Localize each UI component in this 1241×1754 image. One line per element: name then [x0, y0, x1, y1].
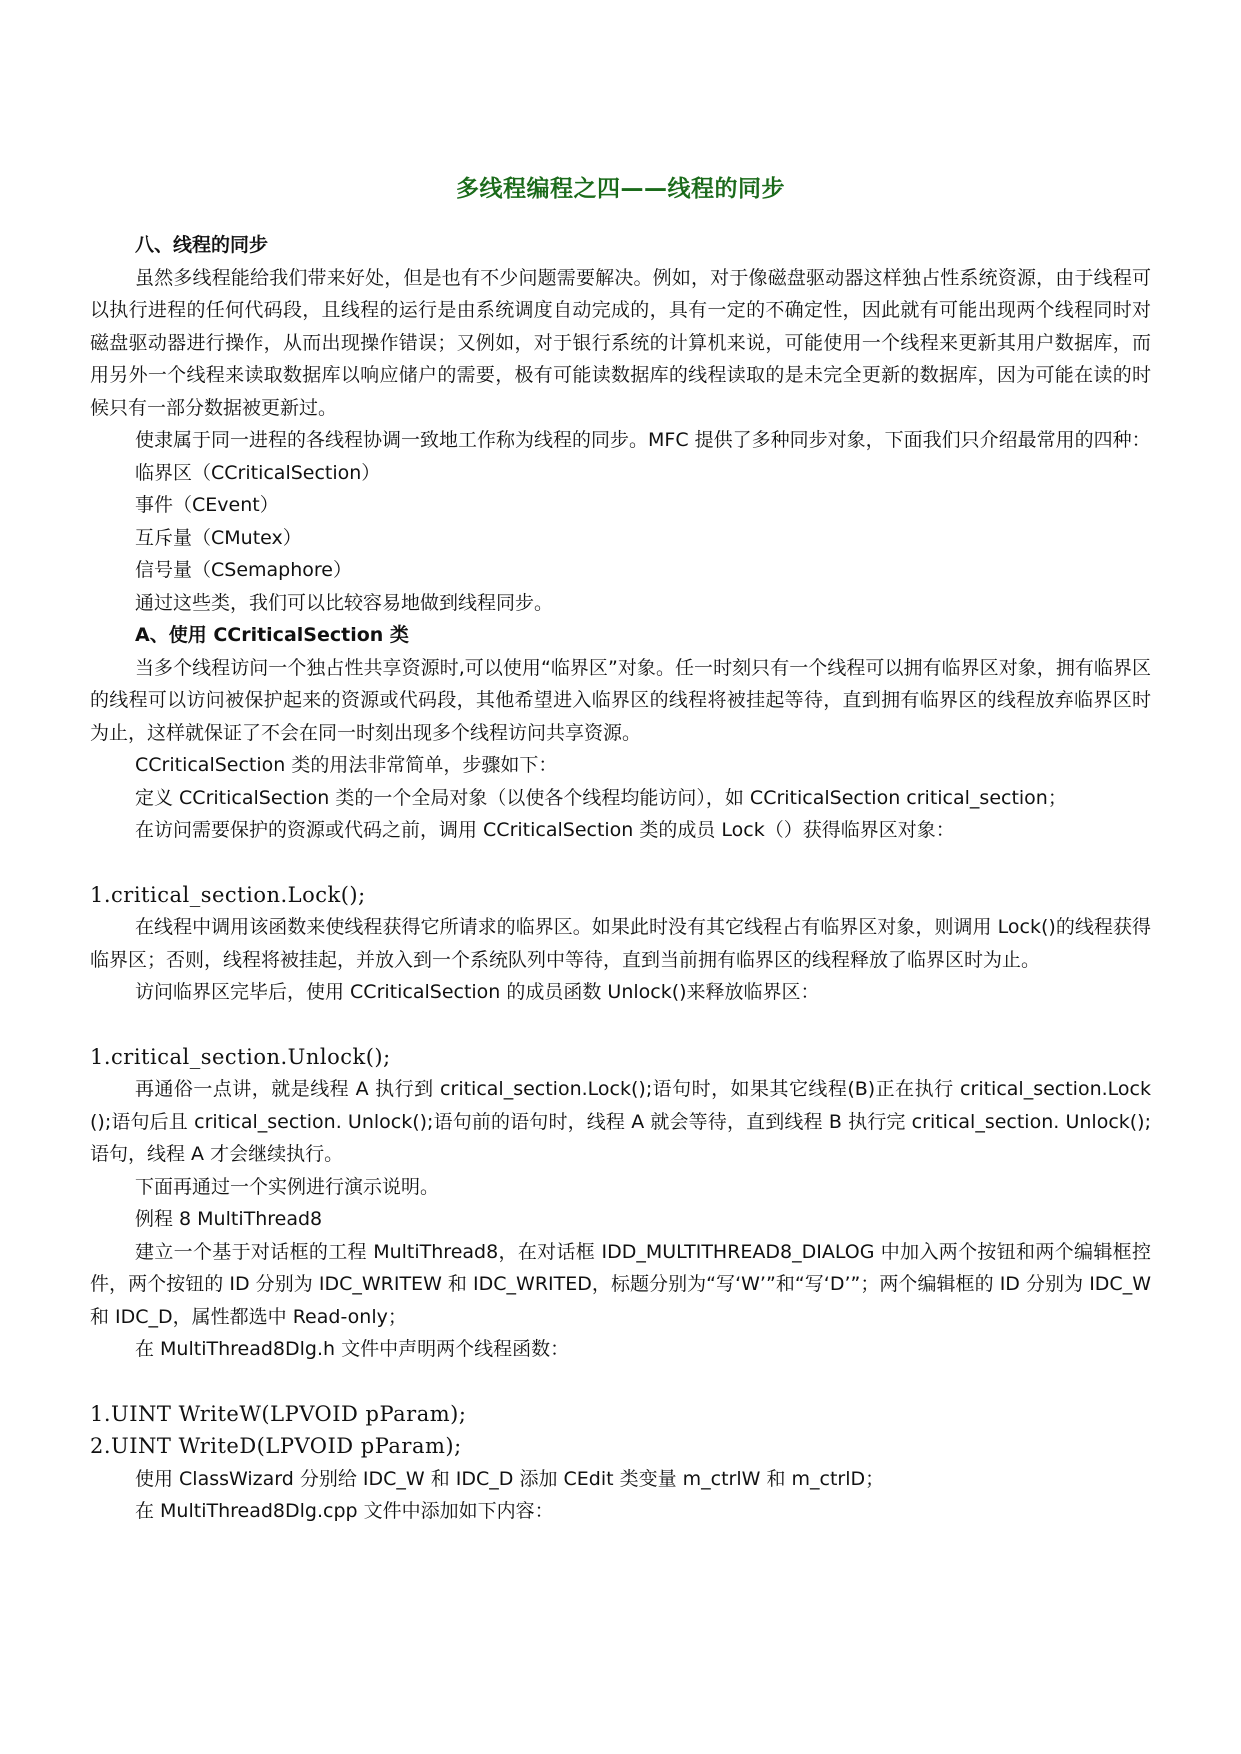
paragraph-step-define: 定义 CCriticalSection 类的一个全局对象（以使各个线程均能访问），如 CCriticalSection critical_section； [135, 786, 1067, 809]
spacer [90, 847, 1151, 879]
code-line-writew: 1.UINT WriteW(LPVOID pParam); [90, 1401, 467, 1426]
sync-item-mutex: 互斥量（CMutex） [135, 526, 302, 549]
page-title: 多线程编程之四——线程的同步 [456, 176, 785, 202]
subheading-ccriticalsection: A、使用 CCriticalSection 类 [135, 624, 409, 646]
paragraph-declare-functions: 在 MultiThread8Dlg.h 文件中声明两个线程函数： [135, 1338, 570, 1360]
section-heading: 八、线程的同步 [135, 234, 269, 256]
code-line-writed: 2.UINT WriteD(LPVOID pParam); [90, 1434, 462, 1458]
spacer [90, 1366, 1151, 1398]
spacer [90, 1009, 1151, 1041]
paragraph-intro: 虽然多线程能给我们带来好处，但是也有不少问题需要解决。例如，对于像磁盘驱动器这样独占性系统资源，由于线程可以执行进程的任何代码段，且线程的运行是由系统调度自动完成的，具有一定的不确定性，因此就有可能出现两个线程同时对磁盘驱动器进行操作，从而出现操作错误；又例如，对于银行系统的计算机来说，可能使用一个线程来更新其用户数据库，而用另外一个线程来读取数据库以响应储户的需要，极有可能读数据库的线程读取的是未完全更新的数据库，因为可能在读的时候只有一部分数据被更新过。 [90, 266, 1151, 419]
paragraph-example-intro: 下面再通过一个实例进行演示说明。 [135, 1175, 440, 1198]
sync-item-event: 事件（CEvent） [135, 494, 279, 516]
paragraph-step-lock: 在访问需要保护的资源或代码之前，调用 CCriticalSection 类的成员 Lock（）获得临界区对象： [135, 819, 955, 841]
paragraph-critical-section: 当多个线程访问一个独占性共享资源时,可以使用“临界区”对象。任一时刻只有一个线程可以拥有临界区对象，拥有临界区的线程可以访问被保护起来的资源或代码段，其他希望进入临界区的线程将被挂起等待，直到拥有临界区的线程放弃临界区时为止，这样就保证了不会在同一时刻出现多个线程访问共享资源。 [90, 656, 1151, 744]
paragraph-example-name: 例程 8 MultiThread8 [135, 1208, 323, 1230]
paragraph-usage: CCriticalSection 类的用法非常简单，步骤如下： [135, 754, 558, 776]
code-line-lock: 1.critical_section.Lock(); [90, 882, 366, 907]
code-line-unlock: 1.critical_section.Unlock(); [90, 1044, 391, 1069]
paragraph-classwizard: 使用 ClassWizard 分别给 IDC_W 和 IDC_D 添加 CEdit 类变量 m_ctrlW 和 m_ctrlD； [135, 1467, 885, 1490]
paragraph-cpp-add: 在 MultiThread8Dlg.cpp 文件中添加如下内容： [135, 1500, 554, 1522]
sync-item-critical-section: 临界区（CCriticalSection） [135, 461, 381, 484]
paragraph-plain-explanation: 再通俗一点讲，就是线程 A 执行到 critical_section.Lock();语句时，如果其它线程(B)正在执行 critical_section.Lock();语句后且 critical_section. Unlock();语句前的语句时，线程 A 就会等待，直到线程 B 执行完 critical_section. Unlock();语句，线程 A 才会继续执行。 [90, 1078, 1151, 1165]
paragraph-summary: 通过这些类，我们可以比较容易地做到线程同步。 [135, 591, 554, 614]
paragraph-project-setup: 建立一个基于对话框的工程 MultiThread8，在对话框 IDD_MULTITHREAD8_DIALOG 中加入两个按钮和两个编辑框控件，两个按钮的 ID 分别为 IDC_WRITEW 和 IDC_WRITED，标题分别为“写‘W’”和“写‘D’”；两个编辑框的 ID 分别为 IDC_W 和 IDC_D，属性都选中 Read-only； [90, 1240, 1151, 1328]
sync-item-semaphore: 信号量（CSemaphore） [135, 559, 352, 581]
paragraph-lock-explanation: 在线程中调用该函数来使线程获得它所请求的临界区。如果此时没有其它线程占有临界区对象，则调用 Lock()的线程获得临界区；否则，线程将被挂起，并放入到一个系统队列中等待，直到当前拥有临界区的线程释放了临界区时为止。 [90, 916, 1151, 971]
paragraph-sync-definition: 使隶属于同一进程的各线程协调一致地工作称为线程的同步。MFC 提供了多种同步对象，下面我们只介绍最常用的四种： [135, 429, 1151, 451]
paragraph-unlock-intro: 访问临界区完毕后，使用 CCriticalSection 的成员函数 Unlock()来释放临界区： [135, 981, 820, 1003]
